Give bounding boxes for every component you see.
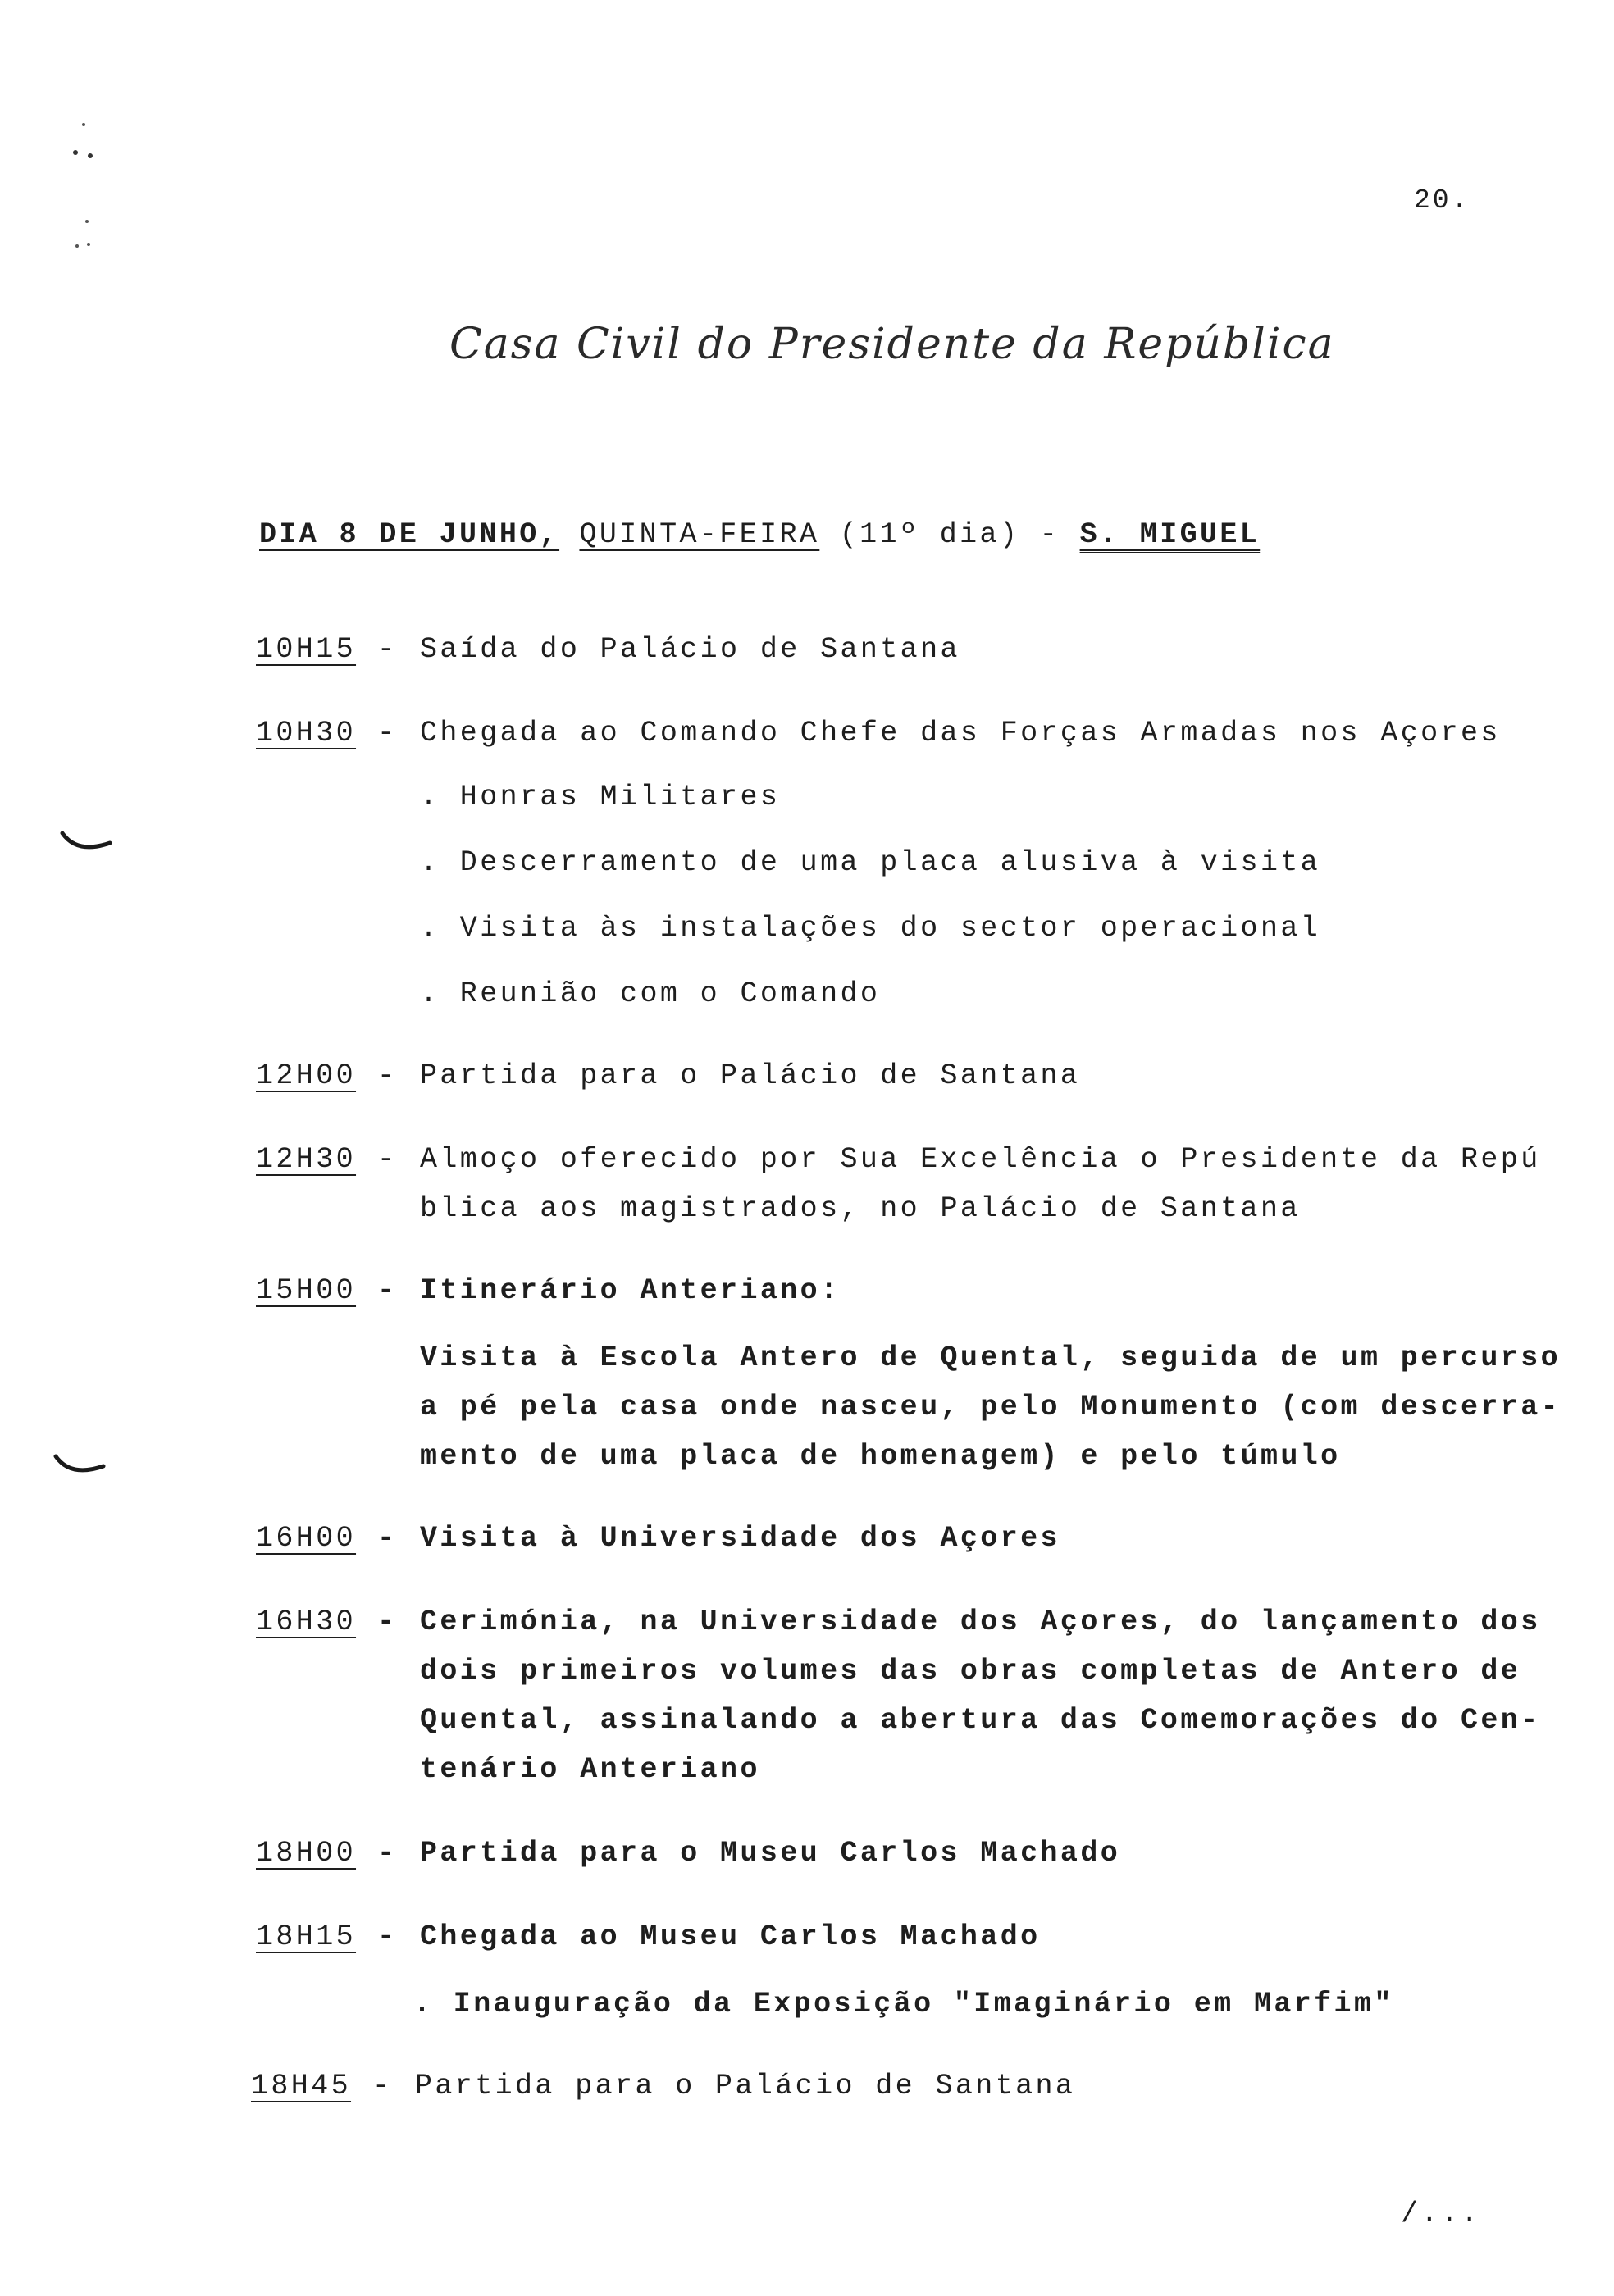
time-label: 12H00: [256, 1059, 357, 1092]
event-text: Partida para o Museu Carlos Machado: [420, 1837, 1121, 1870]
time-dash: -: [377, 1274, 398, 1307]
event-text: Chegada ao Comando Chefe das Forças Armadas nos Açores: [420, 717, 1501, 749]
event-text-continued: Quental, assinalando a abertura das Comemorações do Cen-: [420, 1704, 1541, 1737]
event-text-continued: mento de uma placa de homenagem) e pelo túmulo: [420, 1440, 1341, 1473]
time-label: 12H30: [256, 1143, 357, 1176]
schedule-item: [256, 1606, 1568, 1638]
event-text: Cerimónia, na Universidade dos Açores, do lançamento dos: [420, 1606, 1541, 1638]
event-text: Itinerário Anteriano:: [420, 1274, 841, 1307]
time-dash: -: [377, 1606, 398, 1638]
punch-hole-curve: [52, 1451, 110, 1488]
day-heading: [259, 518, 1260, 551]
event-text-continued: a pé pela casa onde nasceu, pelo Monumento (com descerra-: [420, 1391, 1561, 1424]
time-dash: -: [377, 1059, 398, 1092]
heading-separator: -: [1039, 518, 1060, 551]
time-dash: -: [377, 1837, 398, 1870]
schedule-item: [251, 2070, 1563, 2102]
time-label: 15H00: [256, 1274, 357, 1307]
event-text: Visita à Universidade dos Açores: [420, 1522, 1060, 1555]
time-dash: -: [377, 1920, 398, 1953]
page-number: 20.: [1414, 185, 1470, 216]
schedule-item: [256, 1837, 1568, 1870]
event-text-continued: blica aos magistrados, no Palácio de Santana: [420, 1192, 1301, 1225]
time-label: 18H00: [256, 1837, 357, 1870]
bullet-item: . Reunião com o Comando: [420, 977, 881, 1010]
schedule-item: [256, 633, 1568, 666]
heading-weekday: QUINTA-FEIRA: [579, 518, 820, 551]
event-text: Visita à Escola Antero de Quental, seguida de um percurso: [420, 1342, 1561, 1374]
event-text: Almoço oferecido por Sua Excelência o Presidente da Repú: [420, 1143, 1541, 1176]
time-dash: -: [372, 2070, 393, 2102]
event-text: Partida para o Palácio de Santana: [415, 2070, 1076, 2102]
bullet-item: . Honras Militares: [420, 781, 781, 813]
time-label: 16H00: [256, 1522, 357, 1555]
schedule-item: [256, 1920, 1568, 1953]
bullet-item: . Descerramento de uma placa alusiva à visita: [420, 846, 1321, 879]
letterhead: Casa Civil do Presidente da República: [449, 320, 1335, 369]
schedule-item: [256, 1274, 1568, 1307]
schedule-item: [256, 1059, 1568, 1092]
time-label: 10H30: [256, 717, 357, 749]
event-text-continued: dois primeiros volumes das obras completas de Antero de: [420, 1655, 1521, 1688]
bullet-item: . Visita às instalações do sector operacional: [420, 912, 1321, 945]
time-dash: -: [377, 1522, 398, 1555]
time-label: 18H45: [251, 2070, 352, 2102]
time-label: 10H15: [256, 633, 357, 666]
schedule-item: [256, 1143, 1568, 1176]
time-dash: -: [377, 1143, 398, 1176]
event-text: Partida para o Palácio de Santana: [420, 1059, 1081, 1092]
continuation-mark: /...: [1401, 2198, 1481, 2230]
heading-day-count: (11º dia): [839, 518, 1020, 551]
time-label: 18H15: [256, 1920, 357, 1953]
event-text-continued: tenário Anteriano: [420, 1753, 760, 1786]
time-dash: -: [377, 633, 398, 666]
time-label: 16H30: [256, 1606, 357, 1638]
heading-date: DIA 8 DE JUNHO,: [259, 518, 560, 551]
punch-hole-curve: [59, 828, 116, 865]
schedule-item: [256, 717, 1568, 749]
schedule-item: [256, 1522, 1568, 1555]
event-text: Saída do Palácio de Santana: [420, 633, 960, 666]
margin-mark: [66, 82, 98, 266]
bullet-item: . Inauguração da Exposição "Imaginário em Marfim": [413, 1988, 1394, 2020]
event-text: Chegada ao Museu Carlos Machado: [420, 1920, 1041, 1953]
heading-place: S. MIGUEL: [1079, 518, 1261, 551]
time-dash: -: [377, 717, 398, 749]
